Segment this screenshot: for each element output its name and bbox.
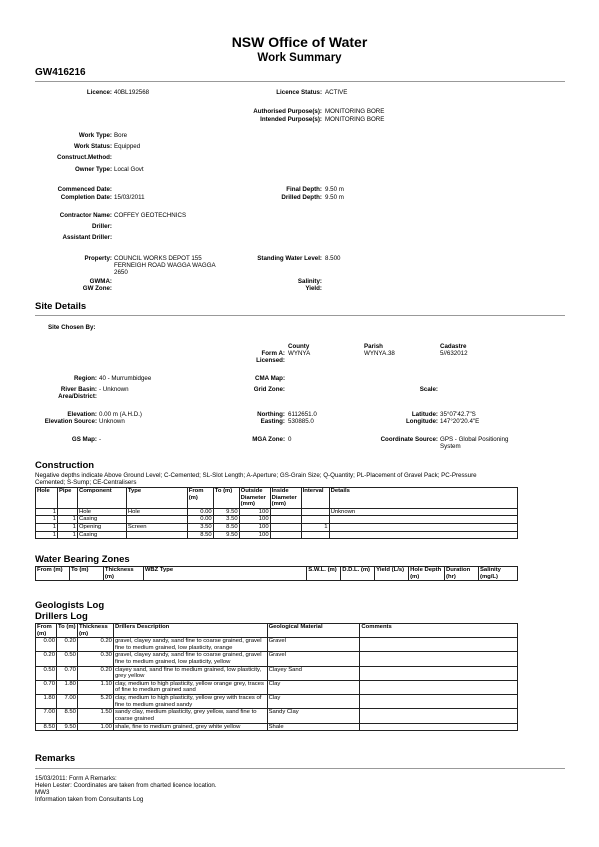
cell: 1: [57, 524, 77, 532]
licence-status-label: Licence Status:: [276, 89, 322, 96]
standing-water-level-label: Standing Water Level:: [257, 255, 322, 262]
cell: 1: [36, 531, 58, 539]
page-title: NSW Office of Water: [231, 34, 368, 50]
cell: Hole: [77, 508, 126, 516]
cell: 0.30: [77, 652, 113, 666]
longitude-label: Longitude:: [406, 418, 438, 425]
cell: Shale: [267, 723, 360, 731]
grid-zone-label: Grid Zone:: [253, 386, 285, 393]
easting-value: 530885.0: [288, 418, 314, 425]
cell: Clay: [267, 680, 360, 694]
col-geological-material: Geological Material: [267, 624, 360, 638]
cell: clay, medium to high plasticity, yellow grey with traces of fine to medium grained sandy: [113, 695, 267, 709]
cell: [301, 508, 329, 516]
cell: 0.50: [36, 666, 57, 680]
form-a-cadastre: 5//632012: [440, 350, 468, 357]
col-from: From (m): [36, 624, 57, 638]
cell: 1: [36, 524, 58, 532]
parish-header: Parish: [364, 343, 383, 350]
cell: [270, 531, 301, 539]
cell: 1: [57, 516, 77, 524]
cell: Hole: [126, 508, 187, 516]
drilled-depth-value: 9.50 m: [325, 194, 344, 201]
table-row: [36, 709, 518, 723]
cell: [301, 531, 329, 539]
cell: 1.80: [36, 695, 57, 709]
col-from: From (m): [187, 488, 213, 509]
cell: 100: [239, 524, 270, 532]
licence-label: Licence:: [86, 89, 112, 96]
northing-label: Northing:: [257, 411, 285, 418]
completion-date-label: Completion Date:: [60, 194, 112, 201]
col-pipe: Pipe: [57, 488, 77, 509]
table-row: [36, 652, 518, 666]
cell: 9.50: [213, 508, 239, 516]
water-bearing-zones-table: [35, 566, 518, 581]
longitude-value: 147°20'20.4"E: [440, 418, 480, 425]
cell: 0.20: [77, 638, 113, 652]
col-wbz-type: WBZ Type: [143, 567, 306, 581]
cell: clay, medium to high plasticity, yellow orange grey, traces of fine to medium grained sand: [113, 680, 267, 694]
cell: 9.50: [56, 723, 77, 731]
work-type-value: Bore: [114, 132, 128, 139]
cell: 100: [239, 531, 270, 539]
col-thickness: Thickness (m): [77, 624, 113, 638]
owner-type-label: Owner Type:: [74, 166, 112, 173]
cell: 1: [301, 524, 329, 532]
owner-type-value: Local Govt: [114, 166, 144, 173]
gw-zone-label: GW Zone:: [82, 285, 112, 292]
drillers-log-table: [35, 623, 518, 731]
assistant-driller-label: Assistant Driller:: [62, 234, 112, 241]
mga-zone-value: 0: [288, 436, 292, 443]
river-basin-value: - Unknown: [99, 386, 129, 393]
scale-label: Scale:: [419, 386, 438, 393]
yield-label: Yield:: [305, 285, 322, 292]
remarks-line: MW3: [35, 789, 50, 796]
cell: 3.50: [187, 524, 213, 532]
property-line-1: COUNCIL WORKS DEPOT 155: [114, 255, 202, 262]
col-duration: Duration (hr): [445, 567, 479, 581]
cadastre-header: Cadastre: [440, 343, 467, 350]
cell: [270, 516, 301, 524]
elevation-value: 0.00 m (A.H.D.): [99, 411, 142, 418]
cell: [360, 695, 518, 709]
property-label: Property:: [84, 255, 112, 262]
cell: 7.00: [36, 709, 57, 723]
driller-label: Driller:: [92, 223, 112, 230]
construct-method-label: Construct.Method:: [57, 154, 112, 161]
gwma-label: GWMA:: [89, 278, 112, 285]
cell: shale, fine to medium grained, grey white yellow: [113, 723, 267, 731]
table-row: [36, 638, 518, 652]
licensed-label: Licensed:: [256, 357, 285, 364]
cell: gravel, clayey sandy, sand fine to coarse grained, gravel fine to medium grained, low plasticity, yellow: [113, 652, 267, 666]
cell: Gravel: [267, 652, 360, 666]
construction-table: [35, 487, 518, 539]
col-inside-diameter: Inside Diameter (mm): [270, 488, 301, 509]
construction-heading: Construction: [35, 460, 95, 471]
commenced-date-label: Commenced Date:: [57, 186, 112, 193]
header-divider: [35, 81, 565, 82]
latitude-value: 35°07'42.7"S: [440, 411, 476, 418]
cell: clayey sand, sand fine to medium grained, low plasticity, grey yellow: [113, 666, 267, 680]
final-depth-value: 9.50 m: [325, 186, 344, 193]
cell: 100: [239, 516, 270, 524]
authorised-purpose-label: Authorised Purpose(s):: [253, 108, 322, 115]
work-type-label: Work Type:: [78, 132, 112, 139]
remarks-line: Helen Lester: Coordinates are taken from charted licence location.: [35, 782, 217, 789]
form-a-county: WYNYA: [288, 350, 311, 357]
work-status-label: Work Status:: [73, 143, 112, 150]
col-to: To (m): [213, 488, 239, 509]
col-salinity: Salinity (mg/L): [478, 567, 517, 581]
cell: 5.20: [77, 695, 113, 709]
salinity-label: Salinity:: [297, 278, 322, 285]
cell: 0.70: [56, 666, 77, 680]
drillers-log-heading: Drillers Log: [35, 611, 88, 622]
cell: 1.80: [56, 680, 77, 694]
elevation-source-label: Elevation Source:: [44, 418, 97, 425]
cell: 8.50: [213, 524, 239, 532]
northing-value: 6112651.0: [288, 411, 317, 418]
cell: Gravel: [267, 638, 360, 652]
col-type: Type: [126, 488, 187, 509]
intended-purpose-label: Intended Purpose(s):: [260, 116, 322, 123]
cell: gravel, clayey sandy, sand fine to coarse grained, gravel fine to medium grained, low plasticity, orange: [113, 638, 267, 652]
elevation-label: Elevation:: [67, 411, 97, 418]
col-to: To (m): [69, 567, 103, 581]
cell: Clayey Sand: [267, 666, 360, 680]
table-row: [36, 695, 518, 709]
cell: 0.00: [187, 516, 213, 524]
coordinate-source-label: Coordinate Source:: [380, 436, 438, 443]
site-details-heading: Site Details: [35, 301, 87, 312]
cell: 100: [239, 508, 270, 516]
region-value: 40 - Murrumbidgee: [99, 375, 152, 382]
col-component: Component: [77, 488, 126, 509]
cell: 1: [57, 531, 77, 539]
col-interval: Interval: [301, 488, 329, 509]
mga-zone-label: MGA Zone:: [252, 436, 285, 443]
table-row: [36, 524, 518, 532]
col-thickness: Thickness (m): [103, 567, 143, 581]
cell: [126, 531, 187, 539]
cell: 0.70: [36, 680, 57, 694]
cell: [126, 516, 187, 524]
cell: 0.00: [187, 508, 213, 516]
cell: 0.20: [56, 638, 77, 652]
completion-date-value: 15/03/2011: [114, 194, 145, 201]
gs-map-value: -: [99, 436, 102, 443]
cell: 1: [36, 508, 58, 516]
coordinate-source-line-2: System: [440, 443, 461, 450]
cell: 8.50: [36, 723, 57, 731]
geologists-log-heading: Geologists Log: [35, 600, 105, 611]
table-row: [36, 531, 518, 539]
river-basin-label: River Basin:: [60, 386, 97, 393]
cell: 3.50: [213, 516, 239, 524]
remarks-divider: [35, 768, 565, 769]
easting-label: Easting:: [260, 418, 285, 425]
form-a-parish: WYNYA.38: [364, 350, 395, 357]
coordinate-source-line-1: GPS - Global Positioning: [440, 436, 509, 443]
cell: Opening: [77, 524, 126, 532]
col-comments: Comments: [360, 624, 518, 638]
cell: sandy clay, medium plasticity, grey yellow, sand fine to coarse grained: [113, 709, 267, 723]
latitude-label: Latitude:: [411, 411, 438, 418]
cell: [57, 508, 77, 516]
cell: 9.50: [213, 531, 239, 539]
construction-header-row: [36, 488, 518, 509]
work-id: GW416216: [35, 67, 86, 78]
cell: Unknown: [329, 508, 517, 516]
table-row: [36, 680, 518, 694]
col-from: From (m): [36, 567, 70, 581]
cell: Clay: [267, 695, 360, 709]
county-header: County: [288, 343, 310, 350]
contractor-value: COFFEY GEOTECHNICS: [114, 212, 187, 219]
remarks-heading: Remarks: [35, 753, 76, 764]
table-row: [36, 723, 518, 731]
cell: 0.00: [36, 638, 57, 652]
authorised-purpose-value: MONITORING BORE: [325, 108, 385, 115]
cell: 1.10: [77, 680, 113, 694]
gs-map-label: GS Map:: [71, 436, 97, 443]
remarks-line: 15/03/2011: Form A Remarks:: [35, 775, 117, 782]
final-depth-label: Final Depth:: [286, 186, 322, 193]
remarks-line: Information taken from Consultants Log: [35, 796, 144, 803]
licence-status-value: ACTIVE: [325, 89, 348, 96]
area-district-label: Area/District:: [58, 393, 97, 400]
region-label: Region:: [73, 375, 97, 382]
cell: [329, 516, 517, 524]
cell: 8.50: [56, 709, 77, 723]
col-outside-diameter: Outside Diameter (mm): [239, 488, 270, 509]
construction-note-line-2: Cemented; S-Sump; CE-Centralisers: [35, 479, 137, 486]
cell: [360, 638, 518, 652]
site-chosen-by-label: Site Chosen By:: [48, 324, 96, 331]
intended-purpose-value: MONITORING BORE: [325, 116, 385, 123]
col-swl: S.W.L. (m): [307, 567, 341, 581]
property-line-2: FERNEIGH ROAD WAGGA WAGGA: [114, 262, 216, 269]
cell: Screen: [126, 524, 187, 532]
cell: Sandy Clay: [267, 709, 360, 723]
water-header-row: [36, 567, 518, 581]
standing-water-level-value: 8.500: [325, 255, 341, 262]
cell: 7.00: [56, 695, 77, 709]
site-details-divider: [35, 315, 565, 316]
col-hole-depth: Hole Depth (m): [409, 567, 445, 581]
cma-map-label: CMA Map:: [254, 375, 285, 382]
col-hole: Hole: [36, 488, 58, 509]
col-yield: Yield (L/s): [375, 567, 409, 581]
elevation-source-value: Unknown: [99, 418, 125, 425]
table-row: [36, 508, 518, 516]
cell: [360, 680, 518, 694]
table-row: [36, 516, 518, 524]
cell: [360, 723, 518, 731]
drilled-depth-label: Drilled Depth:: [281, 194, 322, 201]
cell: 1.00: [77, 723, 113, 731]
cell: [360, 709, 518, 723]
cell: 0.20: [77, 666, 113, 680]
cell: 0.50: [56, 652, 77, 666]
form-a-label: Form A:: [261, 350, 285, 357]
cell: [329, 524, 517, 532]
licence-value: 40BL192568: [114, 89, 150, 96]
property-line-3: 2650: [114, 269, 128, 276]
col-to: To (m): [56, 624, 77, 638]
cell: 1: [36, 516, 58, 524]
col-ddl: D.D.L. (m): [341, 567, 375, 581]
cell: [360, 666, 518, 680]
contractor-label: Contractor Name:: [59, 212, 112, 219]
construction-note-line-1: Negative depths indicate Above Ground Level; C-Cemented; SL-Slot Length; A-Aperture; GS-Grain Size; Q-Quantity; PL-Placement of Gravel Pack; PC-Pressure: [35, 472, 477, 479]
cell: Casing: [77, 531, 126, 539]
col-details: Details: [329, 488, 517, 509]
cell: Casing: [77, 516, 126, 524]
cell: 0.20: [36, 652, 57, 666]
cell: [301, 516, 329, 524]
work-status-value: Equipped: [114, 143, 141, 150]
cell: [270, 508, 301, 516]
cell: 1.50: [77, 709, 113, 723]
drillers-header-row: [36, 624, 518, 638]
col-drillers-description: Drillers Description: [113, 624, 267, 638]
cell: [329, 531, 517, 539]
cell: [270, 524, 301, 532]
cell: 8.50: [187, 531, 213, 539]
table-row: [36, 666, 518, 680]
water-bearing-zones-heading: Water Bearing Zones: [35, 554, 130, 565]
cell: [360, 652, 518, 666]
page-subtitle: Work Summary: [257, 52, 342, 64]
